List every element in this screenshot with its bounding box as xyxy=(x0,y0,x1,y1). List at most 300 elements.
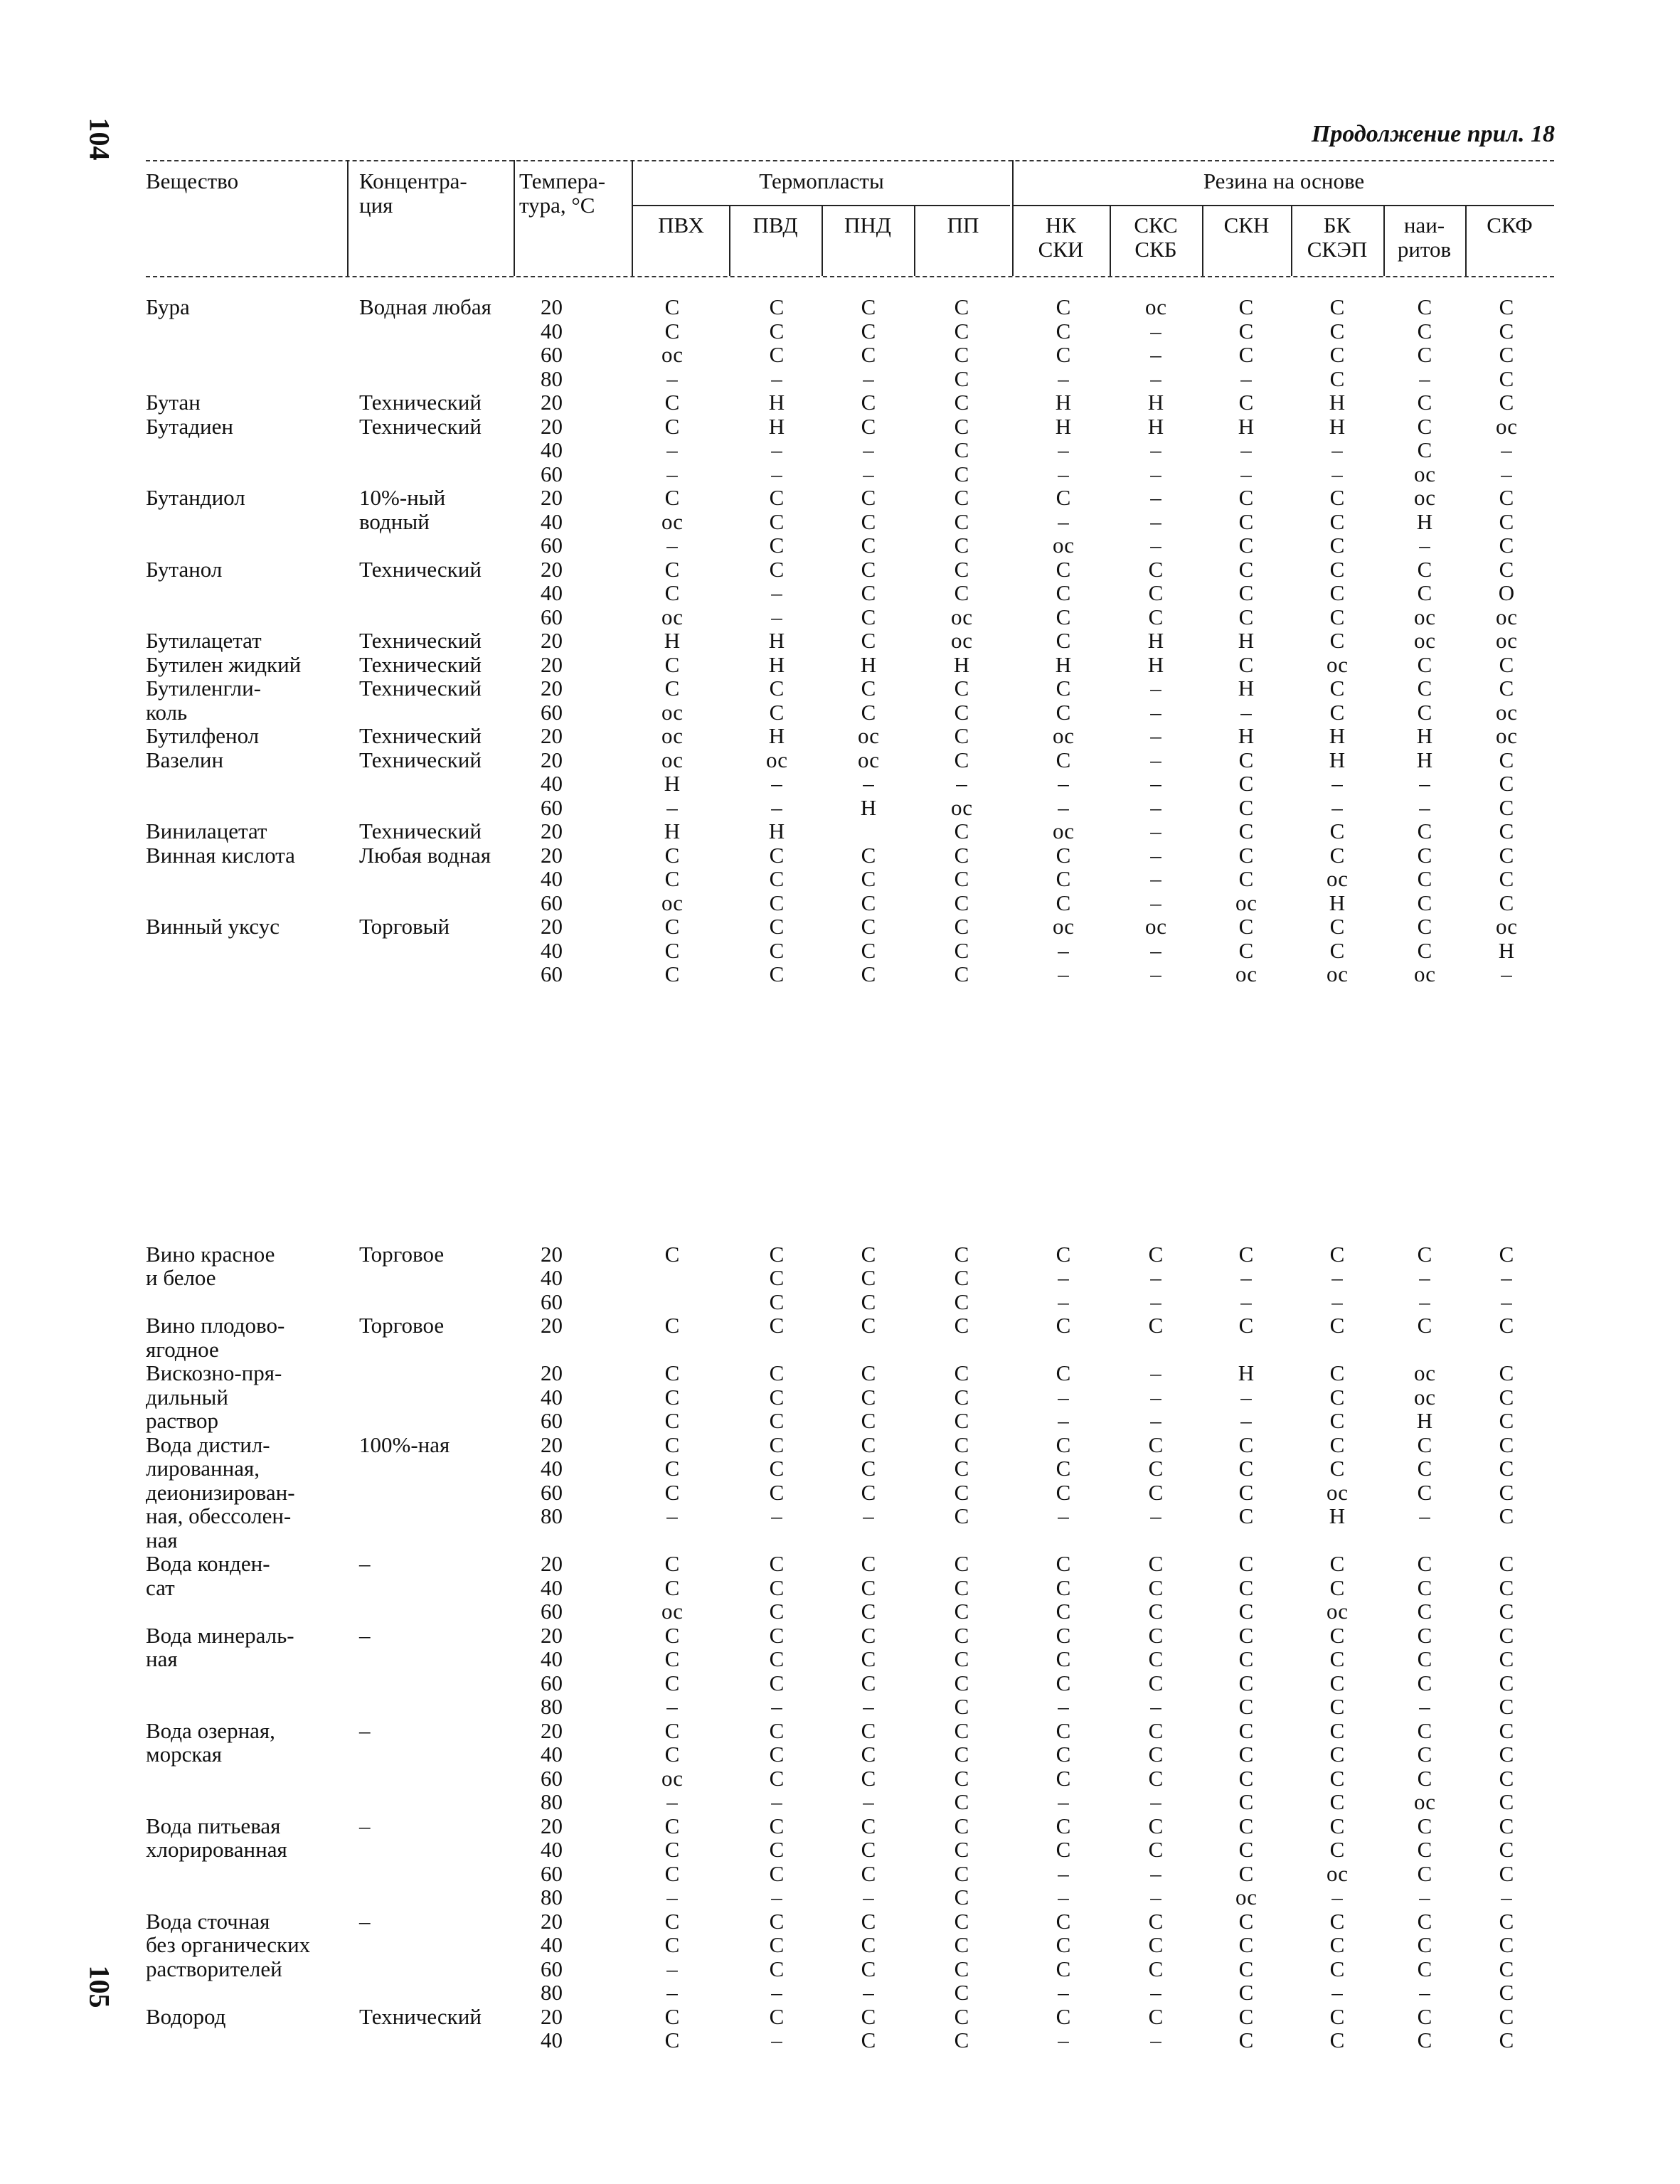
pnd-cell: С xyxy=(861,1718,876,1743)
pp-cell: С xyxy=(954,890,969,915)
pvh-cell: – xyxy=(666,795,678,820)
pvh-cell: Н xyxy=(664,819,681,843)
pnd-cell: С xyxy=(861,1242,876,1267)
skn-cell: С xyxy=(1238,294,1254,319)
nairit-cell: С xyxy=(1417,1813,1432,1838)
nk-cell: С xyxy=(1056,700,1071,725)
skf-cell: С xyxy=(1499,2004,1514,2029)
nairit-cell: С xyxy=(1417,2028,1432,2052)
col-divider xyxy=(514,160,515,276)
pvd-cell: С xyxy=(769,938,785,963)
pvh-cell: – xyxy=(666,533,678,558)
nk-cell: – xyxy=(1058,1408,1069,1433)
skf-cell: ос xyxy=(1495,628,1518,653)
skn-cell: – xyxy=(1240,1408,1252,1433)
substance-cell: Вазелин xyxy=(146,747,224,772)
pvd-cell: С xyxy=(769,1837,785,1862)
concentration-cell: Технический xyxy=(359,652,482,677)
table-row xyxy=(0,415,1680,439)
pp-cell: С xyxy=(954,962,969,986)
sks-cell: С xyxy=(1148,1671,1164,1695)
pnd-cell: С xyxy=(861,1932,876,1957)
nairit-cell: – xyxy=(1419,795,1430,820)
skf-cell: С xyxy=(1499,366,1514,391)
skf-cell: С xyxy=(1499,866,1514,891)
concentration-cell: – xyxy=(359,1813,371,1838)
sks-cell: – xyxy=(1150,1789,1161,1814)
pnd-cell: С xyxy=(861,319,876,343)
pvd-cell: С xyxy=(769,342,785,367)
skn-cell: С xyxy=(1238,1956,1254,1981)
skf-cell: С xyxy=(1499,1408,1514,1433)
substance-cell: Бутиленгли- xyxy=(146,676,262,701)
concentration-cell: Технический xyxy=(359,628,482,653)
temperature-cell: 60 xyxy=(541,462,563,486)
bk-cell: ос xyxy=(1326,1480,1349,1505)
skf-cell: С xyxy=(1499,676,1514,701)
pvd-cell: С xyxy=(769,557,785,582)
substance-cell: Бутадиен xyxy=(146,414,233,439)
pp-cell: С xyxy=(954,1408,969,1433)
sks-cell: – xyxy=(1150,437,1161,462)
temperature-cell: 80 xyxy=(541,1980,563,2005)
pp-cell: С xyxy=(954,437,969,462)
thermoplastics-header: Термопласты xyxy=(759,169,884,193)
nairit-cell: – xyxy=(1419,1694,1430,1719)
temperature-cell: 40 xyxy=(541,1456,563,1481)
pp-cell: С xyxy=(954,1432,969,1457)
skf-cell: – xyxy=(1501,1289,1512,1314)
pvd-cell: – xyxy=(771,2028,782,2052)
nairit-cell: С xyxy=(1417,700,1432,725)
table-row xyxy=(0,1981,1680,2005)
pvh-cell: – xyxy=(666,437,678,462)
col-bk-header: БК СКЭП xyxy=(1307,213,1368,262)
table-row xyxy=(0,1504,1680,1528)
skf-cell: О xyxy=(1498,580,1515,605)
skn-cell: С xyxy=(1238,604,1254,629)
substance-cell: Вода конден- xyxy=(146,1551,270,1576)
substance-cell: раствор xyxy=(146,1408,218,1433)
pvd-cell: С xyxy=(769,1313,785,1338)
bk-cell: С xyxy=(1329,1623,1345,1648)
skf-cell: С xyxy=(1499,652,1514,677)
temperature-cell: 40 xyxy=(541,437,563,462)
skf-cell: С xyxy=(1499,890,1514,915)
pp-cell: С xyxy=(954,390,969,415)
nk-cell: С xyxy=(1056,580,1071,605)
table-row xyxy=(0,1385,1680,1410)
temperature-cell: 60 xyxy=(541,962,563,986)
pnd-cell: – xyxy=(863,437,874,462)
pvd-cell: С xyxy=(769,1289,785,1314)
pvd-cell: – xyxy=(771,1885,782,1909)
pvd-cell: Н xyxy=(768,723,785,748)
nairit-cell: С xyxy=(1417,390,1432,415)
col-pvh-header: ПВХ xyxy=(658,213,704,238)
nairit-cell: С xyxy=(1417,1623,1432,1648)
bk-cell: С xyxy=(1329,914,1345,939)
temperature-cell: 20 xyxy=(541,1623,563,1648)
pp-cell: ос xyxy=(950,795,973,820)
pp-cell: С xyxy=(954,1813,969,1838)
pvh-cell: ос xyxy=(661,1766,684,1791)
pnd-cell: С xyxy=(861,1360,876,1385)
skn-cell: – xyxy=(1240,700,1252,725)
skn-cell: С xyxy=(1238,1766,1254,1791)
nk-cell: – xyxy=(1058,1385,1069,1410)
skn-cell: С xyxy=(1238,652,1254,677)
table-row xyxy=(0,676,1680,701)
substance-cell: ная xyxy=(146,1646,178,1671)
nairit-cell: С xyxy=(1417,319,1432,343)
nairit-cell: С xyxy=(1417,652,1432,677)
skf-cell: С xyxy=(1499,1956,1514,1981)
nk-cell: С xyxy=(1056,1623,1071,1648)
pnd-cell: Н xyxy=(860,795,877,820)
pp-cell: С xyxy=(954,2004,969,2029)
pvd-cell: С xyxy=(769,509,785,534)
temperature-cell: 80 xyxy=(541,366,563,391)
concentration-cell: 10%-ный xyxy=(359,485,446,510)
pvh-cell: – xyxy=(666,1789,678,1814)
bk-cell: – xyxy=(1331,437,1343,462)
substance-cell: хлорированная xyxy=(146,1837,287,1862)
pvh-cell: – xyxy=(666,462,678,486)
nairit-cell: С xyxy=(1417,1956,1432,1981)
sks-cell: Н xyxy=(1147,390,1164,415)
pvd-cell: Н xyxy=(768,414,785,439)
table-row xyxy=(0,796,1680,820)
skn-cell: – xyxy=(1240,437,1252,462)
nk-cell: ос xyxy=(1052,914,1075,939)
pvh-cell: С xyxy=(664,1909,680,1934)
pvd-cell: – xyxy=(771,771,782,796)
bk-cell: – xyxy=(1331,795,1343,820)
nairit-cell: ос xyxy=(1413,1789,1436,1814)
bk-cell: Н xyxy=(1329,414,1346,439)
skn-cell: С xyxy=(1238,1242,1254,1267)
concentration-cell: – xyxy=(359,1909,371,1934)
table-row xyxy=(0,1314,1680,1338)
temperature-cell: 20 xyxy=(541,723,563,748)
sks-cell: – xyxy=(1150,509,1161,534)
page-number-top: 104 xyxy=(83,117,116,161)
bk-cell: С xyxy=(1329,1385,1345,1410)
temperature-cell: 20 xyxy=(541,1242,563,1267)
nairit-cell: ос xyxy=(1413,1385,1436,1410)
skn-cell: ос xyxy=(1235,890,1258,915)
temperature-cell: 60 xyxy=(541,890,563,915)
concentration-cell: Технический xyxy=(359,747,482,772)
bk-cell: С xyxy=(1329,1789,1345,1814)
table-row xyxy=(0,1671,1680,1695)
nairit-cell: С xyxy=(1417,1646,1432,1671)
bk-cell: С xyxy=(1329,1432,1345,1457)
nk-cell: С xyxy=(1056,628,1071,653)
nairit-cell: С xyxy=(1417,938,1432,963)
nairit-cell: ос xyxy=(1413,604,1436,629)
temperature-cell: 60 xyxy=(541,604,563,629)
temperature-cell: 40 xyxy=(541,580,563,605)
pvh-cell: ос xyxy=(661,604,684,629)
skf-cell: С xyxy=(1499,342,1514,367)
pnd-cell: С xyxy=(861,1313,876,1338)
sks-cell: – xyxy=(1150,1265,1161,1290)
pvd-cell: С xyxy=(769,1432,785,1457)
pp-cell: С xyxy=(954,1242,969,1267)
table-row xyxy=(0,1409,1680,1433)
substance-cell: Вода озерная, xyxy=(146,1718,275,1743)
temperature-cell: 40 xyxy=(541,1932,563,1957)
substance-cell: морская xyxy=(146,1742,222,1767)
table-row xyxy=(0,1552,1680,1576)
nairit-cell: С xyxy=(1417,1742,1432,1767)
table-row xyxy=(0,915,1680,939)
nk-cell: С xyxy=(1056,1313,1071,1338)
table-row xyxy=(0,390,1680,415)
temperature-cell: 40 xyxy=(541,1575,563,1600)
pnd-cell: С xyxy=(861,1742,876,1767)
pvh-cell: С xyxy=(664,1360,680,1385)
pvd-cell: С xyxy=(769,1671,785,1695)
nk-cell: Н xyxy=(1055,414,1072,439)
pvd-cell: С xyxy=(769,1265,785,1290)
sks-cell: – xyxy=(1150,1503,1161,1528)
skf-cell: С xyxy=(1499,1980,1514,2005)
pvh-cell: С xyxy=(664,294,680,319)
pp-cell: С xyxy=(954,1766,969,1791)
nairit-cell: С xyxy=(1417,1480,1432,1505)
temperature-cell: 40 xyxy=(541,319,563,343)
pp-cell: С xyxy=(954,580,969,605)
nairit-cell: Н xyxy=(1416,509,1433,534)
table-row xyxy=(0,1767,1680,1791)
skn-cell: С xyxy=(1238,914,1254,939)
pvd-cell: С xyxy=(769,1956,785,1981)
temperature-cell: 80 xyxy=(541,1694,563,1719)
table-row xyxy=(0,1361,1680,1385)
pp-cell: С xyxy=(954,866,969,891)
bk-cell: Н xyxy=(1329,723,1346,748)
pnd-cell: С xyxy=(861,390,876,415)
temperature-cell: 20 xyxy=(541,914,563,939)
nk-cell: Н xyxy=(1055,390,1072,415)
nairit-cell: С xyxy=(1417,557,1432,582)
pnd-cell: С xyxy=(861,1385,876,1410)
sks-cell: С xyxy=(1148,1623,1164,1648)
nk-cell: С xyxy=(1056,1242,1071,1267)
pvd-cell: С xyxy=(769,319,785,343)
nk-cell: ос xyxy=(1052,533,1075,558)
pvh-cell: С xyxy=(664,485,680,510)
concentration-cell: Любая водная xyxy=(359,843,491,868)
col-skf-header: СКФ xyxy=(1487,213,1533,238)
bk-cell: С xyxy=(1329,294,1345,319)
pnd-cell: С xyxy=(861,1646,876,1671)
skn-cell: – xyxy=(1240,366,1252,391)
sks-cell: Н xyxy=(1147,652,1164,677)
pvd-cell: С xyxy=(769,485,785,510)
skf-cell: С xyxy=(1499,1623,1514,1648)
pp-cell: С xyxy=(954,1360,969,1385)
pvh-cell: С xyxy=(664,866,680,891)
table-row xyxy=(0,2028,1680,2052)
header-top-rule xyxy=(146,160,1554,161)
nk-cell: С xyxy=(1056,557,1071,582)
pvh-cell: С xyxy=(664,652,680,677)
pnd-cell: С xyxy=(861,1408,876,1433)
nairit-cell: ос xyxy=(1413,628,1436,653)
nk-cell: С xyxy=(1056,1575,1071,1600)
temperature-cell: 20 xyxy=(541,485,563,510)
bk-cell: Н xyxy=(1329,747,1346,772)
pvd-cell: С xyxy=(769,1480,785,1505)
table-row xyxy=(0,867,1680,891)
temperature-cell: 20 xyxy=(541,1313,563,1338)
table-row xyxy=(0,1862,1680,1886)
substance-cell: деионизирован- xyxy=(146,1480,295,1505)
bk-cell: С xyxy=(1329,1408,1345,1433)
skf-cell: С xyxy=(1499,485,1514,510)
pvd-cell: – xyxy=(771,580,782,605)
pvd-cell: С xyxy=(769,1385,785,1410)
skf-cell: – xyxy=(1501,437,1512,462)
table-row xyxy=(0,843,1680,868)
nairit-cell: С xyxy=(1417,1861,1432,1886)
table-row xyxy=(0,605,1680,629)
concentration-cell: Технический xyxy=(359,557,482,582)
bk-cell: – xyxy=(1331,462,1343,486)
col-concentration-header: Концентра- ция xyxy=(359,169,467,218)
pp-cell: С xyxy=(954,938,969,963)
temperature-cell: 40 xyxy=(541,1742,563,1767)
pvh-cell: С xyxy=(664,1623,680,1648)
sks-cell: – xyxy=(1150,795,1161,820)
pvd-cell: С xyxy=(769,890,785,915)
pp-cell: С xyxy=(954,1718,969,1743)
bk-cell: С xyxy=(1329,1956,1345,1981)
col-divider xyxy=(347,160,349,276)
substance-cell: Бутандиол xyxy=(146,485,245,510)
sks-cell: – xyxy=(1150,676,1161,701)
table-row xyxy=(0,653,1680,677)
pp-cell: С xyxy=(954,462,969,486)
nairit-cell: С xyxy=(1417,294,1432,319)
pnd-cell: С xyxy=(861,2004,876,2029)
bk-cell: С xyxy=(1329,700,1345,725)
temperature-cell: 40 xyxy=(541,2028,563,2052)
pp-cell: С xyxy=(954,1385,969,1410)
skn-cell: ос xyxy=(1235,962,1258,986)
nairit-cell: Н xyxy=(1416,1408,1433,1433)
sks-cell: – xyxy=(1150,866,1161,891)
pvh-cell: – xyxy=(666,1956,678,1981)
substance-cell: Вино красное xyxy=(146,1242,275,1267)
bk-cell: С xyxy=(1329,1694,1345,1719)
nk-cell: С xyxy=(1056,1360,1071,1385)
nk-cell: – xyxy=(1058,1289,1069,1314)
skn-cell: С xyxy=(1238,795,1254,820)
nairit-cell: – xyxy=(1419,1265,1430,1290)
skf-cell: С xyxy=(1499,1575,1514,1600)
pnd-cell: С xyxy=(861,1575,876,1600)
skf-cell: С xyxy=(1499,294,1514,319)
pnd-cell: С xyxy=(861,962,876,986)
nairit-cell: С xyxy=(1417,676,1432,701)
skf-cell: С xyxy=(1499,2028,1514,2052)
table-row xyxy=(0,962,1680,986)
pp-cell: С xyxy=(954,1980,969,2005)
pnd-cell: С xyxy=(861,294,876,319)
sks-cell: С xyxy=(1148,2004,1164,2029)
nk-cell: – xyxy=(1058,1503,1069,1528)
pvh-cell: С xyxy=(664,676,680,701)
pvh-cell: ос xyxy=(661,700,684,725)
nk-cell: С xyxy=(1056,1671,1071,1695)
col-substance-header: Вещество xyxy=(146,169,239,193)
skf-cell: С xyxy=(1499,319,1514,343)
nairit-cell: С xyxy=(1417,1837,1432,1862)
pvh-cell: С xyxy=(664,390,680,415)
table-row xyxy=(0,510,1680,534)
bk-cell: С xyxy=(1329,1837,1345,1862)
pvh-cell: ос xyxy=(661,509,684,534)
pp-cell: С xyxy=(954,676,969,701)
sks-cell: – xyxy=(1150,938,1161,963)
concentration-cell: Технический xyxy=(359,390,482,415)
nairit-cell: – xyxy=(1419,1289,1430,1314)
pp-cell: С xyxy=(954,1575,969,1600)
nairit-cell: С xyxy=(1417,890,1432,915)
pvh-cell: ос xyxy=(661,723,684,748)
bk-cell: С xyxy=(1329,843,1345,868)
pp-cell: С xyxy=(954,747,969,772)
temperature-cell: 80 xyxy=(541,1885,563,1909)
pvh-cell: С xyxy=(664,1242,680,1267)
substance-cell: дильный xyxy=(146,1385,228,1410)
table-row xyxy=(0,319,1680,343)
table-row xyxy=(0,462,1680,486)
bk-cell: С xyxy=(1329,1456,1345,1481)
table-row xyxy=(0,1624,1680,1648)
pvd-cell: С xyxy=(769,1242,785,1267)
temperature-cell: 20 xyxy=(541,1813,563,1838)
nairit-cell: С xyxy=(1417,1575,1432,1600)
skf-cell: С xyxy=(1499,1646,1514,1671)
pvd-cell: – xyxy=(771,604,782,629)
pnd-cell: С xyxy=(861,1432,876,1457)
pnd-cell: С xyxy=(861,1861,876,1886)
bk-cell: С xyxy=(1329,1671,1345,1695)
skf-cell: С xyxy=(1499,1766,1514,1791)
nk-cell: С xyxy=(1056,676,1071,701)
concentration-cell: водный xyxy=(359,509,430,534)
pnd-cell: С xyxy=(861,580,876,605)
skn-cell: С xyxy=(1238,533,1254,558)
skf-cell: ос xyxy=(1495,604,1518,629)
pnd-cell: С xyxy=(861,1837,876,1862)
substance-cell: растворителей xyxy=(146,1956,282,1981)
pp-cell: С xyxy=(954,723,969,748)
skn-cell: Н xyxy=(1238,628,1255,653)
temperature-cell: 60 xyxy=(541,795,563,820)
table-row xyxy=(0,486,1680,510)
pvd-cell: – xyxy=(771,1503,782,1528)
col-temperature-header: Темпера- тура, °С xyxy=(519,169,606,218)
pp-cell: С xyxy=(954,1956,969,1981)
substance-cell: Вода сточная xyxy=(146,1909,270,1934)
